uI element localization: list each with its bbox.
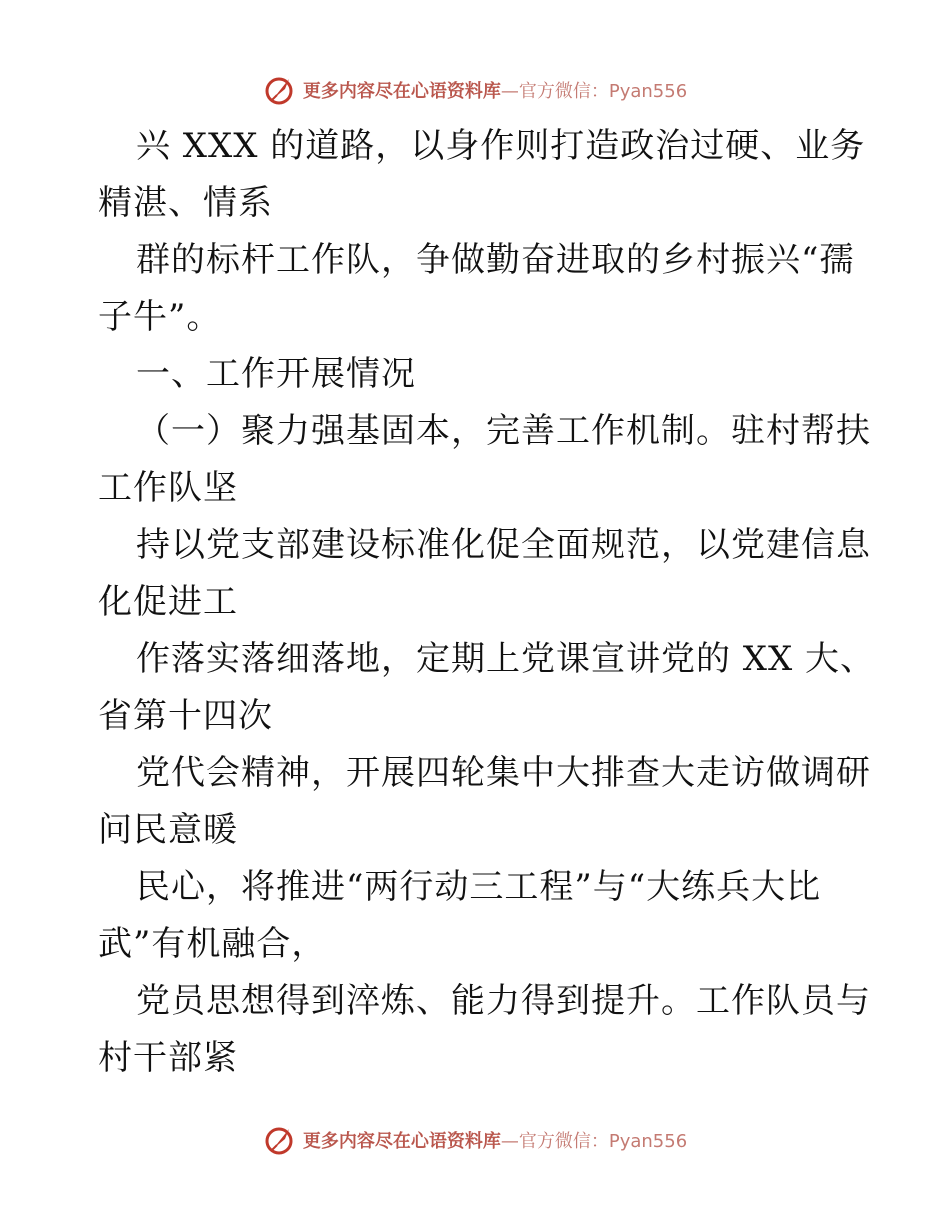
text-line: 兴 XXX 的道路，以身作则打造政治过硬、业务: [136, 126, 866, 166]
text-line: 群的标杆工作队，争做勤奋进取的乡村振兴“孺: [136, 240, 855, 280]
text-line: 村干部紧: [98, 1038, 238, 1078]
watermark-contact: 官方微信：Pyan556: [518, 1131, 688, 1152]
footer-watermark: [0, 1120, 950, 1160]
text-line: 民心，将推进“两行动三工程”与“大练兵大比: [136, 867, 822, 907]
text-line: 化促进工: [98, 582, 238, 622]
text-line: 武”有机融合，: [98, 924, 327, 964]
text-line: （一）聚力强基固本，完善工作机制。驻村帮扶: [136, 411, 871, 451]
text-line: 工作队坚: [98, 468, 238, 508]
text-line: 党代会精神，开展四轮集中大排查大走访做调研: [136, 753, 871, 793]
watermark-title: 更多内容尽在心语资料库: [302, 1131, 501, 1152]
text-line: 作落实落细落地，定期上党课宣讲党的 XX 大、: [136, 639, 876, 679]
document-body: [98, 118, 876, 1087]
section-heading: 一、工作开展情况: [136, 354, 416, 394]
text-line: 省第十四次: [98, 696, 273, 736]
text-line: 精湛、情系: [98, 183, 273, 223]
text-line: 问民意暖: [98, 810, 238, 850]
quill-logo-icon: [263, 73, 297, 107]
header-watermark: [0, 70, 950, 110]
text-line: 子牛”。: [98, 297, 222, 337]
watermark-separator: —: [500, 1131, 519, 1152]
quill-logo-icon: [263, 1123, 297, 1157]
watermark-separator: —: [500, 81, 519, 102]
watermark-title: 更多内容尽在心语资料库: [302, 81, 501, 102]
text-line: 持以党支部建设标准化促全面规范，以党建信息: [136, 525, 871, 565]
text-line: 党员思想得到淬炼、能力得到提升。工作队员与: [136, 981, 871, 1021]
watermark-contact: 官方微信：Pyan556: [518, 81, 688, 102]
